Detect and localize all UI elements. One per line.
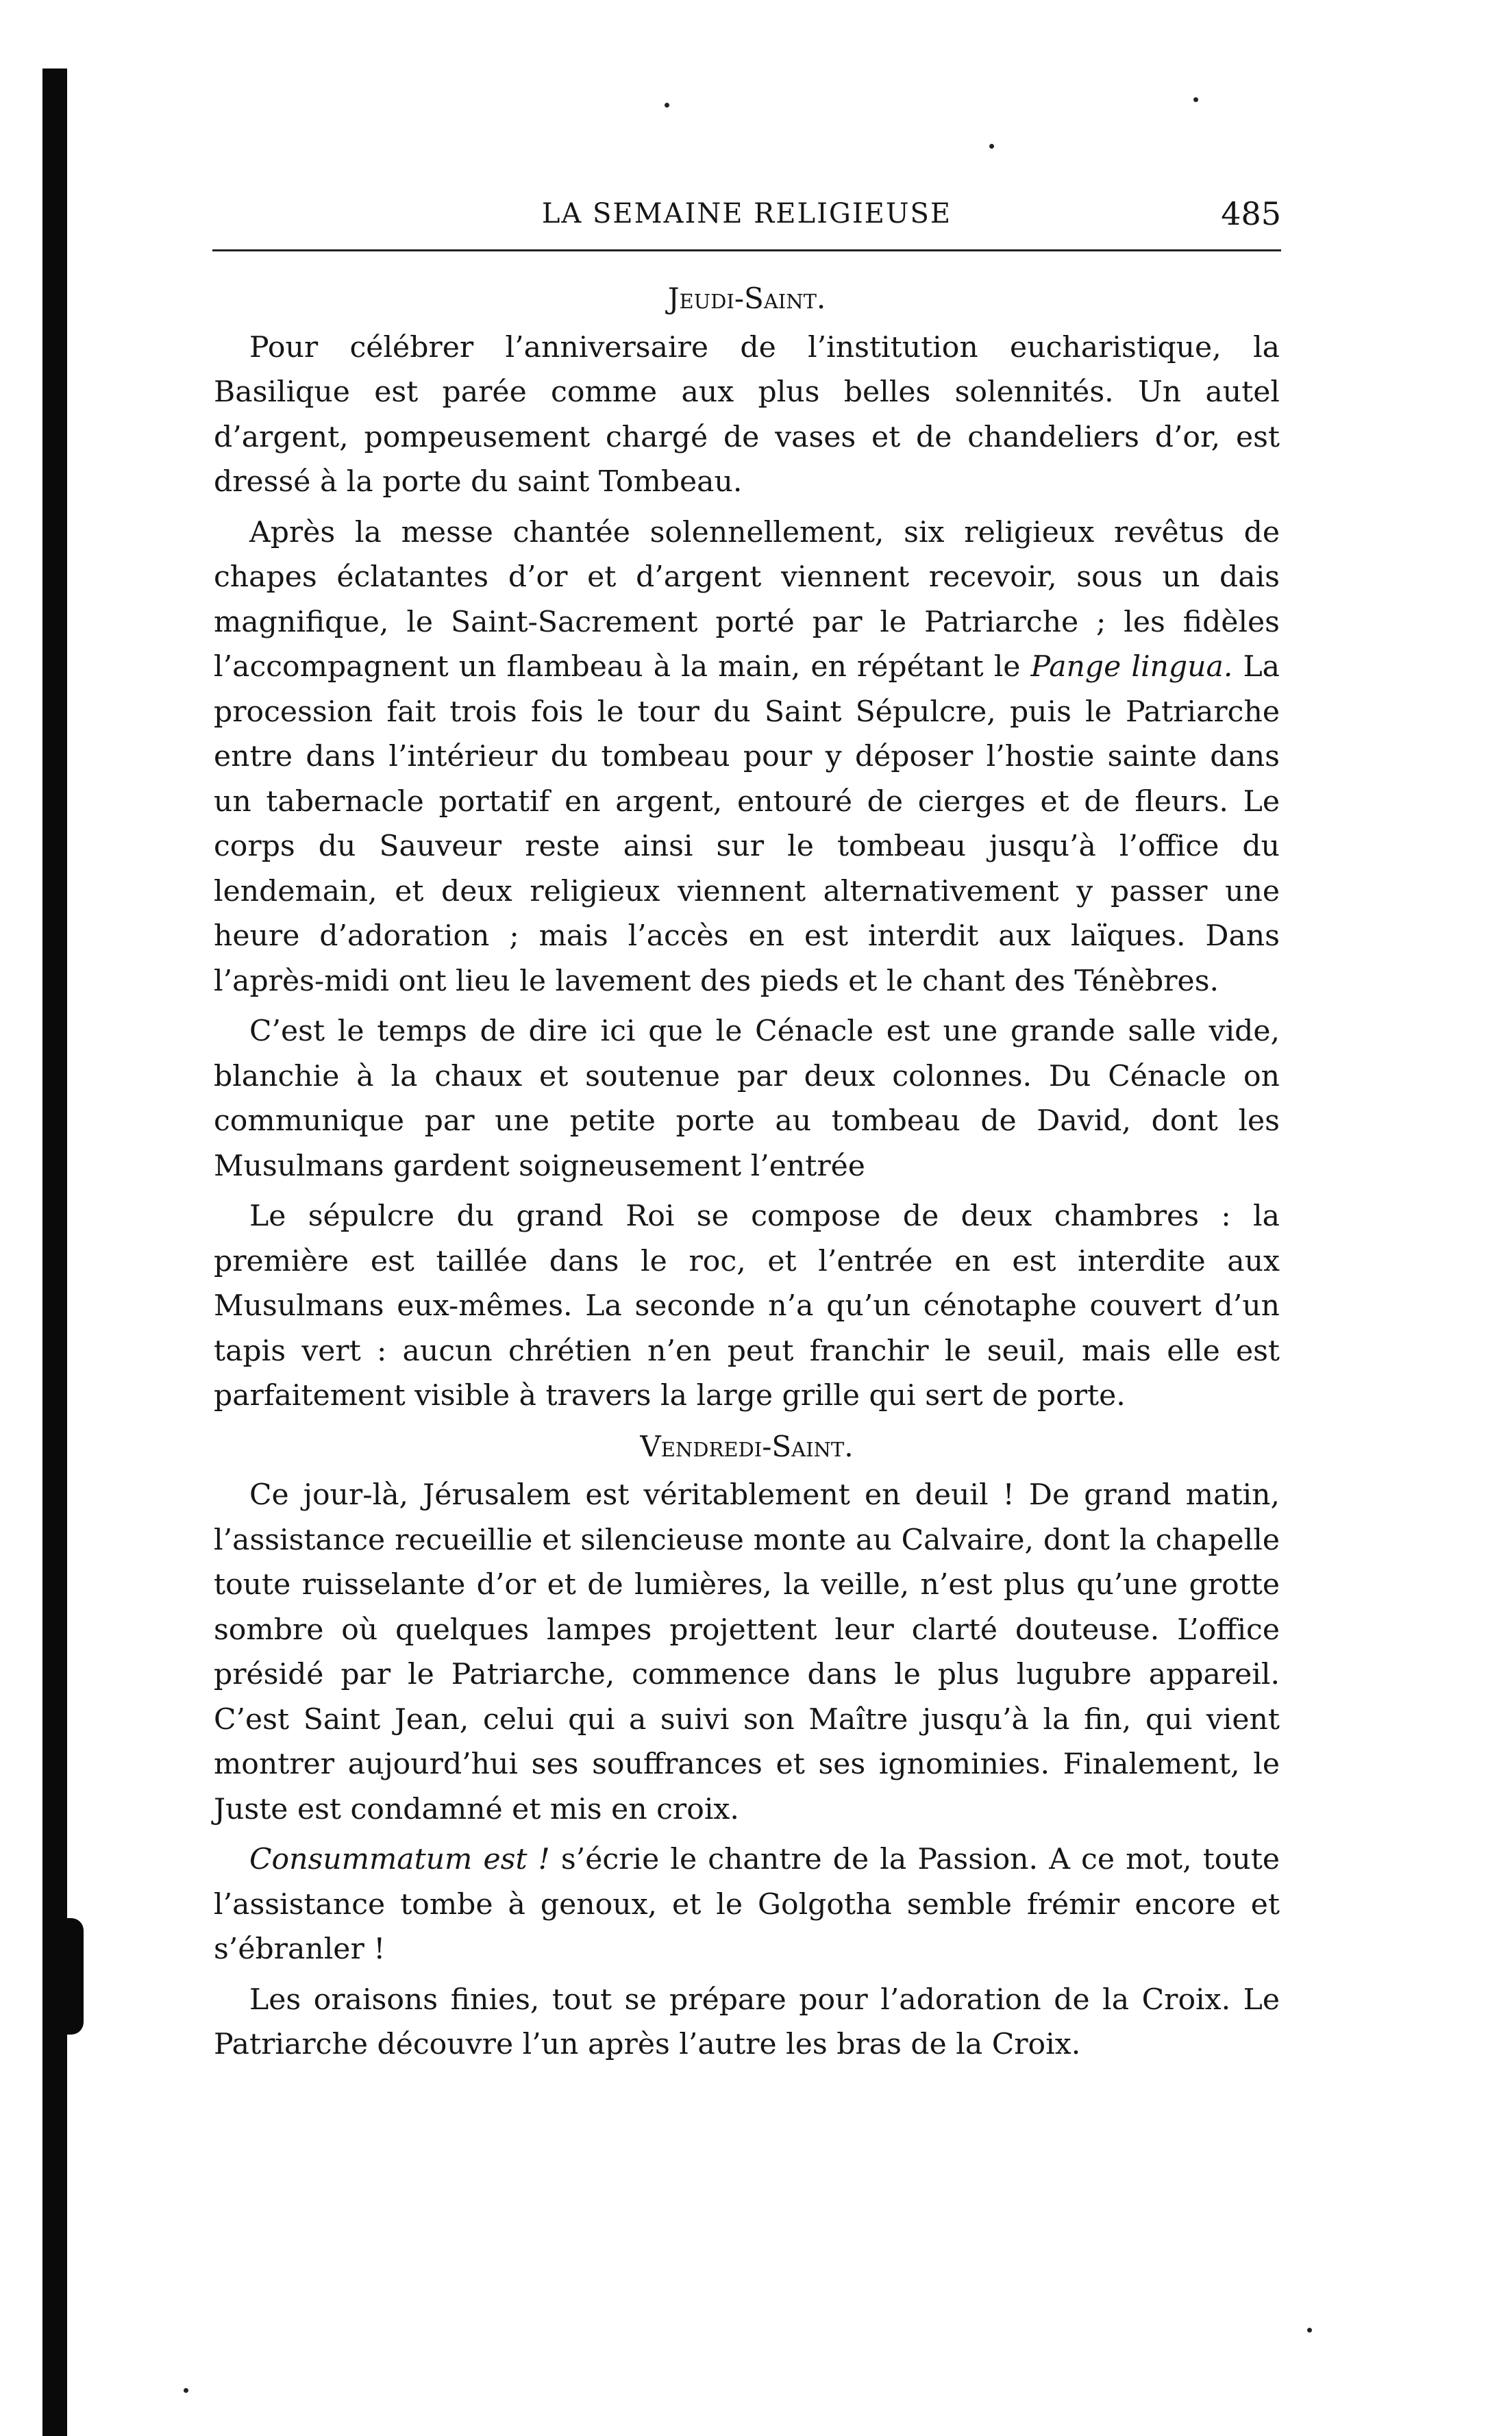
paragraph bbox=[214, 510, 1280, 1004]
binding-notch bbox=[63, 1918, 84, 2035]
section-heading-vendredi: Vendredi-Saint. bbox=[640, 1429, 854, 1463]
latin-quote: Consummatum est ! bbox=[249, 1843, 550, 1876]
paragraph: Le sépulcre du grand Roi se compose de deux chambres : la première est taillée dans le roc, et l’entrée en est interdite aux Musulmans eux-mêmes. La seconde n’a qu’un cénotaphe couvert d’un tapis vert : aucun chrétien n’en peut franchir le seuil, mais elle est parfaitement visible à travers la large grille qui sert de porte. bbox=[214, 1200, 1280, 1413]
print-speck bbox=[665, 103, 669, 108]
paragraph-text: La procession fait trois fois le tour du Saint Sépulcre, puis le Patriarche entre dans l’intérieur du tombeau pour y déposer l’hostie sainte dans un tabernacle portatif en argent, entouré de cierges et de fleurs. Le corps du Sauveur reste ainsi sur le tombeau jusqu’à l’office du lendemain, et deux religieux viennent alternativement y passer une heure d’adoration ; mais l’accès en est interdit aux laïques. Dans l’après-midi ont lieu le lavement des pieds et le chant des Ténèbres. bbox=[214, 650, 1280, 998]
paragraph: Pour célébrer l’anniversaire de l’institution eucharistique, la Basilique est parée comme aux plus belles solennités. Un autel d’argent, pompeusement chargé de vases et de chandeliers d’or, est dressé à la porte du saint Tombeau. bbox=[214, 330, 1280, 499]
paragraph: Les oraisons finies, tout se prépare pour l’adoration de la Croix. Le Patriarche découvre l’un après l’autre les bras de la Croix. bbox=[214, 1983, 1280, 2061]
running-head: LA SEMAINE RELIGIEUSE bbox=[541, 198, 952, 229]
paragraph: C’est le temps de dire ici que le Cénacle est une grande salle vide, blanchie à la chaux et soutenue par deux colonnes. Du Cénacle on communique par une petite porte au tombeau de David, dont les Musulmans gardent soigneusement l’entrée bbox=[214, 1015, 1280, 1183]
paragraph-text: s’écrie le chantre de la Passion. A ce mot, toute l’assistance tombe à genoux, et le Golgotha semble frémir encore et s’ébranler ! bbox=[214, 1843, 1280, 1966]
page-header bbox=[212, 193, 1281, 234]
page-number: 485 bbox=[1221, 195, 1281, 232]
paragraph-text: Après la messe chantée solennellement, six religieux revêtus de chapes éclatantes d’or et d’argent viennent recevoir, sous un dais magnifique, le Saint-Sacrement porté par le Patriarche ; les fidèles l’accompagnent un flambeau à la main, en répétant le bbox=[214, 515, 1280, 684]
body-text bbox=[214, 271, 1280, 2073]
print-speck bbox=[184, 2388, 188, 2393]
print-speck bbox=[1193, 97, 1198, 102]
print-speck bbox=[1307, 2328, 1312, 2333]
header-rule bbox=[212, 249, 1281, 251]
paragraph bbox=[214, 1837, 1280, 1972]
hymn-title: Pange lingua. bbox=[1030, 650, 1233, 684]
binding-edge bbox=[42, 69, 67, 2436]
print-speck bbox=[989, 144, 994, 149]
section-heading-jeudi: Jeudi-Saint. bbox=[667, 282, 826, 315]
paragraph: Ce jour-là, Jérusalem est véritablement en deuil ! De grand matin, l’assistance recueillie et silencieuse monte au Calvaire, dont la chapelle toute ruisselante d’or et de lumières, la veille, n’est plus qu’une grotte sombre où quelques lampes projettent leur clarté douteuse. L’office présidé par le Patriarche, commence dans le plus lugubre appareil. C’est Saint Jean, celui qui a suivi son Maître jusqu’à la fin, qui vient montrer aujourd’hui ses souffrances et ses ignominies. Finalement, le Juste est condamné et mis en croix. bbox=[214, 1478, 1280, 1826]
